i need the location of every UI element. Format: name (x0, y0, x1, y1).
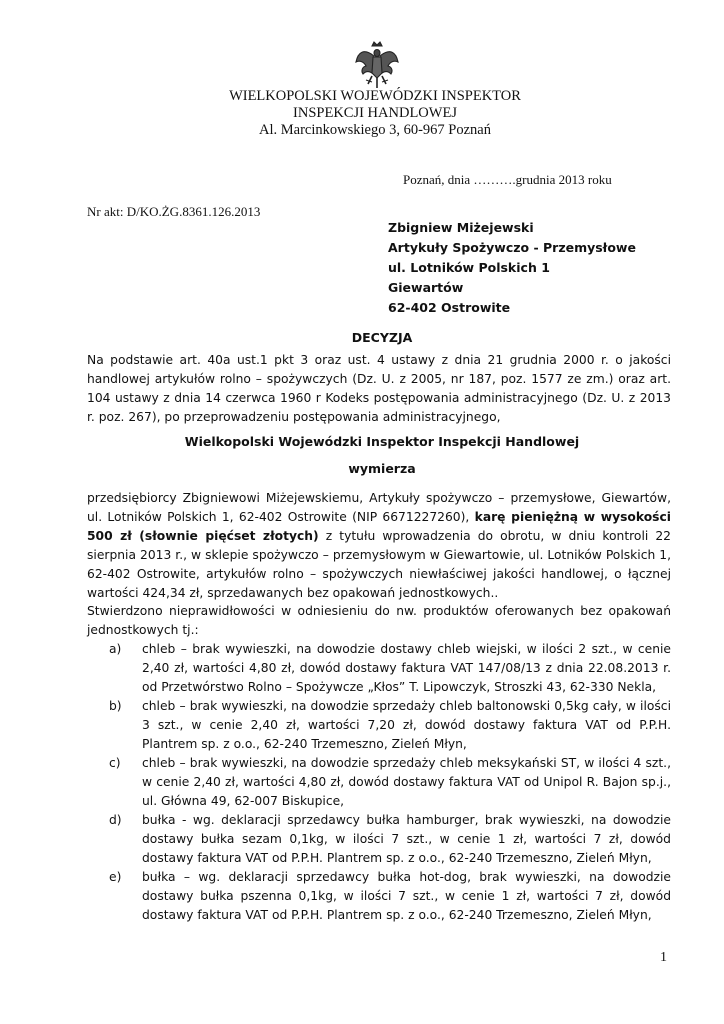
recipient-name: Zbigniew Miżejewski (388, 220, 534, 235)
list-item-marker: c) (109, 756, 121, 770)
recipient-street: ul. Lotników Polskich 1 (388, 260, 550, 275)
legal-basis-paragraph: Na podstawie art. 40a ust.1 pkt 3 oraz ust. 4 ustawy z dnia 21 grudnia 2000 r. o jakości handlowej artykułów rolno – spożywczych (Dz. U. z 2005, nr 187, poz. 1577 ze zm.) oraz art. 104 ustawy z dnia 14 czerwca 1960 r Kodeks postępowania administracyjnego (Dz. U. z 2013 r. poz. 267), po przeprowadzeniu postępowania administracyjnego, (87, 353, 671, 424)
penalty-intro: przedsiębiorcy Zbigniewowi Miżejewskiemu, Artykuły spożywczo – przemysłowe, Giewartów, ul. Lotników Polskich 1, 62-402 Ostrowite (NIP 6671227260), (87, 491, 671, 524)
list-item-marker: d) (109, 813, 122, 827)
imposes-word: wymierza (348, 461, 416, 476)
list-item-text: bułka – wg. deklaracji sprzedawcy bułka hot-dog, brak wywieszki, na dowodzie dostawy bułka pszenna 0,1kg, w ilości 7 szt., w cenie 1 zł, wartości 7 zł, dowód dostawy faktura VAT od P.P.H. Plantrem sp. z o.o., 62-240 Trzemeszno, Zieleń Młyn, (142, 870, 671, 922)
penalty-rest: z tytułu wprowadzenia do obrotu, w dniu kontroli 22 sierpnia 2013 r., w sklepie spożywczo – przemysłowym w Giewartowie, ul. Lotników Polskich 1, 62-402 Ostrowite, artykułów rolno – spożywczych niewłaściwej jakości handlowej, o łącznej wartości 424,34 zł, sprzedawanych bez opakowań jednostkowych.. (87, 529, 671, 600)
authority-header-line1: WIELKOPOLSKI WOJEWÓDZKI INSPEKTOR (229, 88, 521, 104)
page-number: 1 (660, 950, 667, 965)
penalty-paragraph (87, 489, 671, 603)
list-item (87, 811, 671, 868)
list-item-text: chleb – brak wywieszki, na dowodzie sprzedaży chleb meksykański ST, w ilości 4 szt., w cenie 2,40 zł, wartości 4,80 zł, dowód dostawy faktura VAT od Unipol R. Bajon sp.j., ul. Główna 49, 62-007 Biskupice, (142, 756, 671, 808)
eagle-emblem-icon (354, 40, 400, 90)
list-item (87, 640, 671, 697)
list-item (87, 754, 671, 811)
case-number: Nr akt: D/KO.ŻG.8361.126.2013 (87, 204, 261, 219)
recipient-postal: 62-402 Ostrowite (388, 300, 511, 315)
findings-list (87, 640, 671, 925)
list-item (87, 868, 671, 925)
decision-title: DECYZJA (351, 330, 413, 345)
findings-intro: Stwierdzono nieprawidłowości w odniesieniu do nw. produktów oferowanych bez opakowań jednostkowych tj.: (87, 604, 671, 637)
place-date: Poznań, dnia ……….grudnia 2013 roku (403, 172, 612, 187)
list-item-text: bułka - wg. deklaracji sprzedawcy bułka hamburger, brak wywieszki, na dowodzie dostawy bułka sezam 0,1kg, w ilości 7 szt., w cenie 1 zł, wartości 7 zł, dowód dostawy faktura VAT od P.P.H. Plantrem sp. z o.o., 62-240 Trzemeszno, Zieleń Młyn, (142, 813, 671, 865)
authority-address: Al. Marcinkowskiego 3, 60-967 Poznań (259, 122, 491, 138)
recipient-town: Giewartów (388, 280, 464, 295)
list-item-marker: e) (109, 870, 122, 884)
list-item-marker: b) (109, 699, 122, 713)
authority-header-line2: INSPEKCJI HANDLOWEJ (293, 105, 457, 121)
recipient-address (388, 218, 636, 318)
authority-name: Wielkopolski Wojewódzki Inspektor Inspekcji Handlowej (184, 434, 580, 449)
list-item-text: chleb – brak wywieszki, na dowodzie sprzedaży chleb baltonowski 0,5kg cały, w ilości 3 szt., w cenie 2,40 zł, wartości 7,20 zł, dowód dostawy faktura VAT od P.P.H. Plantrem sp. z o.o., 62-240 Trzemeszno, Zieleń Młyn, (142, 699, 671, 751)
recipient-company: Artykuły Spożywczo - Przemysłowe (388, 240, 636, 255)
list-item-marker: a) (109, 642, 122, 656)
penalty-amount: karę pieniężną w wysokości 500 zł (słownie pięćset złotych) (87, 510, 671, 543)
list-item (87, 697, 671, 754)
list-item-text: chleb – brak wywieszki, na dowodzie dostawy chleb wiejski, w ilości 2 szt., w cenie 2,40 zł, wartości 4,80 zł, dowód dostawy faktura VAT 147/08/13 z dnia 22.08.2013 r. od Przetwórstwo Rolno – Spożywcze „Kłos” T. Lipowczyk, Stroszki 43, 62-330 Nekla, (142, 642, 671, 694)
